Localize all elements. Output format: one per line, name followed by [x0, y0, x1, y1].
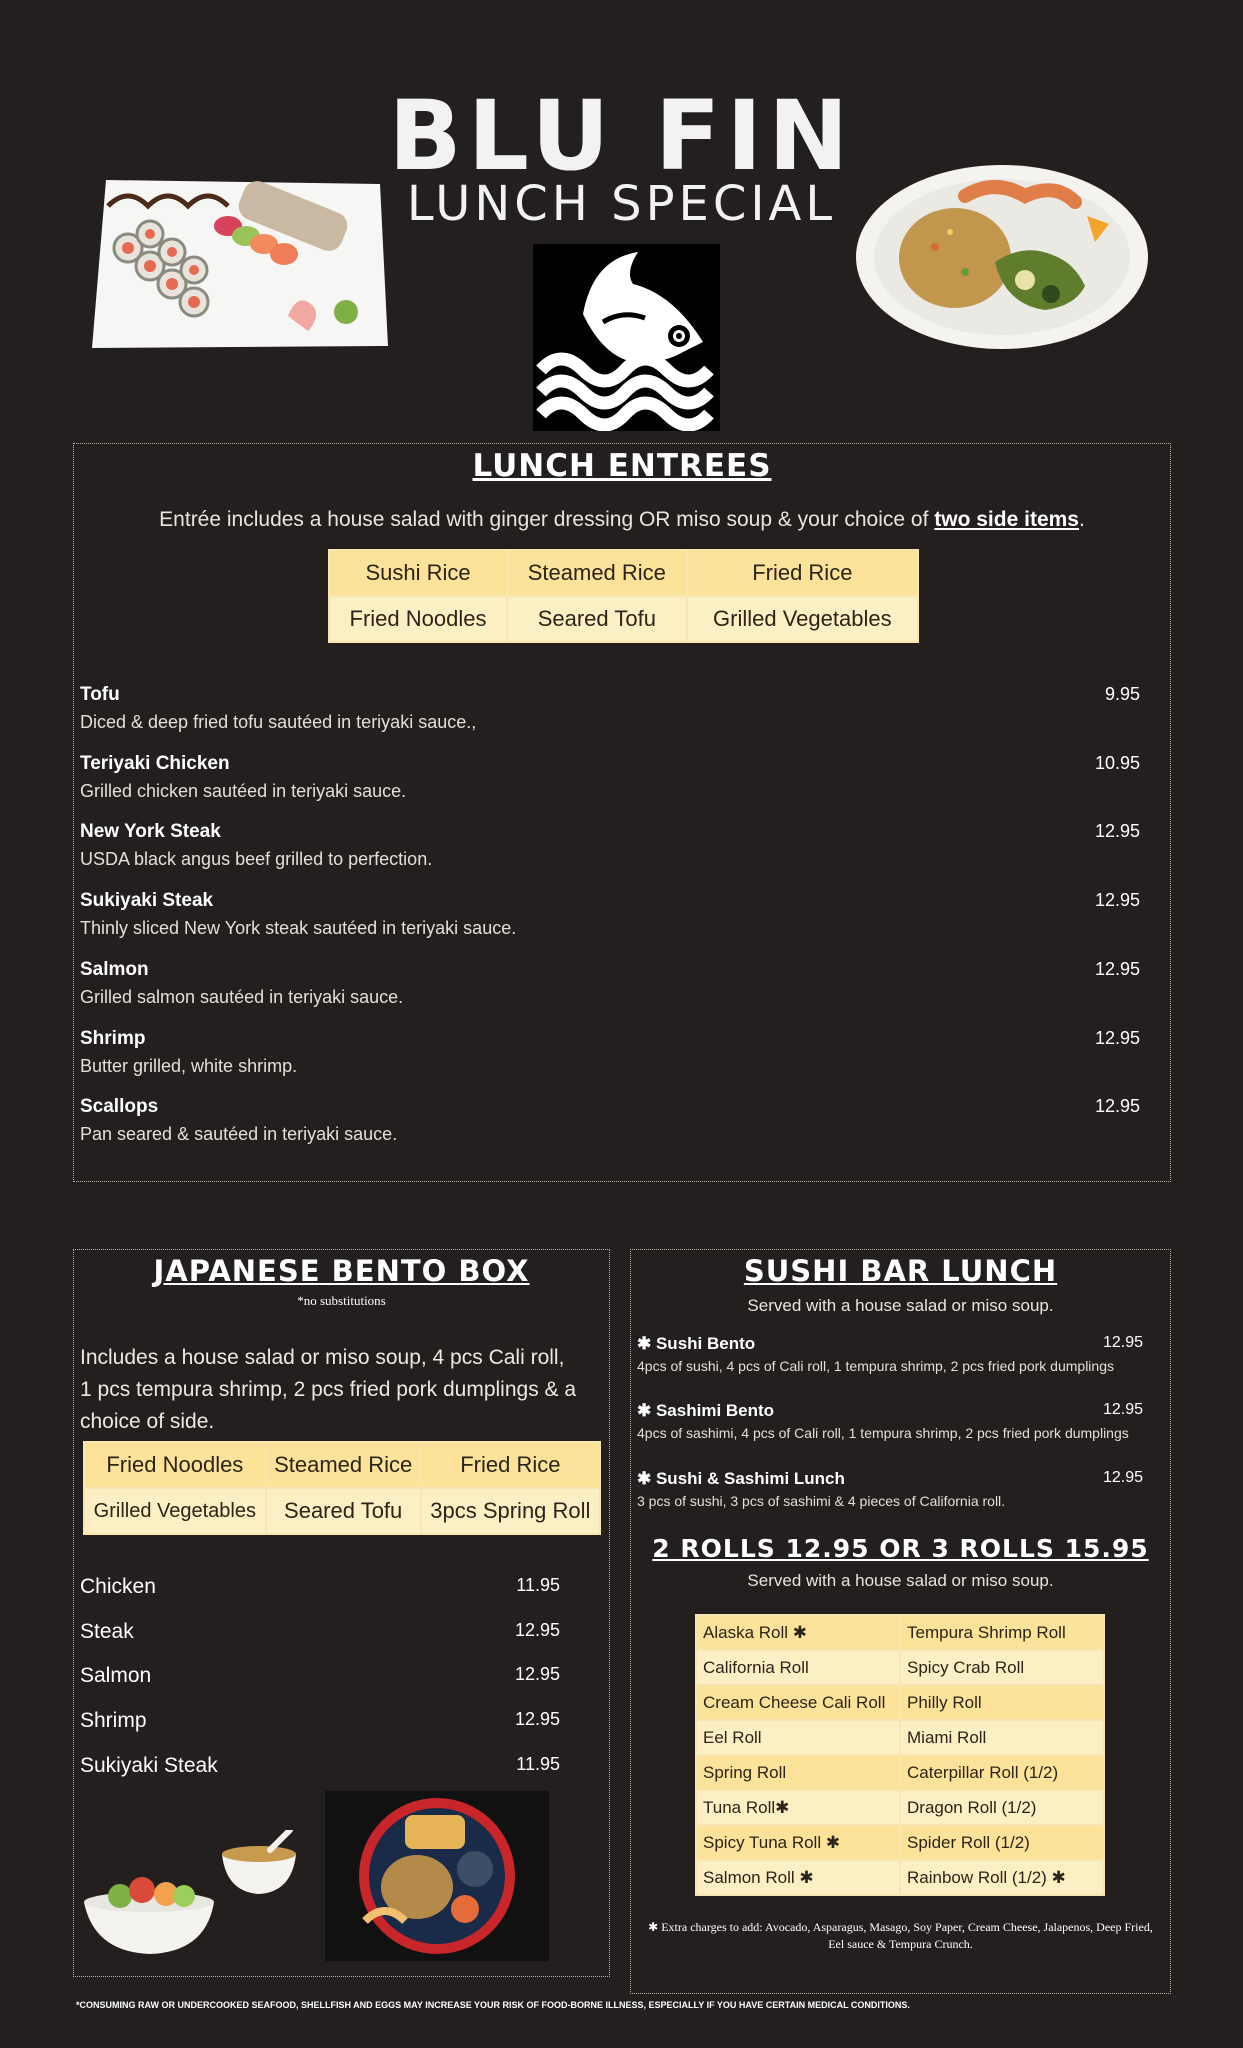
item-name: Chicken — [80, 1575, 156, 1598]
table-row — [84, 1488, 600, 1534]
roll-option: Tempura Shrimp Roll — [900, 1615, 1104, 1650]
table-row — [329, 596, 918, 642]
item-name: Shrimp — [80, 1709, 147, 1732]
sushi-bar-panel — [630, 1249, 1171, 1994]
roll-option: Caterpillar Roll (1/2) — [900, 1755, 1104, 1790]
item-name: Shrimp — [80, 1028, 146, 1049]
entree-item-sukiyaki-steak — [80, 890, 1140, 939]
item-price: 12.95 — [1102, 1334, 1143, 1351]
side-option: 3pcs Spring Roll — [421, 1488, 600, 1534]
entree-item-tofu — [80, 684, 1140, 733]
sushi-bar-subheading: Served with a house salad or miso soup. — [747, 1296, 1054, 1315]
item-price: 12.95 — [1102, 1401, 1143, 1418]
item-name: ✱ Sushi Bento — [637, 1334, 756, 1353]
table-row — [696, 1860, 1104, 1895]
bento-item-steak — [80, 1620, 560, 1644]
item-price: 12.95 — [1094, 959, 1140, 979]
item-price: 9.95 — [1104, 684, 1140, 704]
item-name: Salmon — [80, 1664, 152, 1687]
item-price: 12.95 — [1094, 821, 1140, 841]
entree-item-new-york-steak — [80, 821, 1140, 870]
item-name: Tofu — [80, 684, 120, 705]
item-description: Grilled salmon sautéed in teriyaki sauce. — [80, 987, 404, 1007]
bento-note: *no substitutions — [297, 1293, 386, 1308]
table-row — [696, 1650, 1104, 1685]
roll-option: Salmon Roll ✱ — [696, 1860, 900, 1895]
table-row — [696, 1825, 1104, 1860]
intro-end: . — [1078, 508, 1085, 531]
side-option: Fried Rice — [687, 550, 918, 596]
item-description: Pan seared & sautéed in teriyaki sauce. — [80, 1124, 398, 1144]
side-option: Steamed Rice — [507, 550, 687, 596]
item-description: Butter grilled, white shrimp. — [80, 1056, 298, 1076]
item-description: USDA black angus beef grilled to perfection. — [80, 849, 433, 869]
extra-charges-note: ✱ Extra charges to add: Avocado, Asparagus, Masago, Soy Paper, Cream Cheese, Jalapenos, Deep Fried, Eel sauce & Tempura Crunch. — [648, 1920, 1153, 1951]
table-row — [696, 1685, 1104, 1720]
bento-item-salmon — [80, 1664, 560, 1688]
item-price: 12.95 — [514, 1620, 560, 1640]
intro-emphasis: two side items — [934, 508, 1079, 531]
roll-option: Eel Roll — [696, 1720, 900, 1755]
entree-item-scallops — [80, 1096, 1140, 1145]
roll-option: Cream Cheese Cali Roll — [696, 1685, 900, 1720]
table-row — [696, 1615, 1104, 1650]
table-row — [696, 1755, 1104, 1790]
item-description: Thinly sliced New York steak sautéed in teriyaki sauce. — [80, 918, 517, 938]
roll-option: Miami Roll — [900, 1720, 1104, 1755]
table-row — [329, 550, 918, 596]
side-option: Seared Tofu — [507, 596, 687, 642]
item-description: Diced & deep fried tofu sautéed in teriyaki sauce., — [80, 712, 477, 732]
item-description: 3 pcs of sushi, 3 pcs of sashimi & 4 pieces of California roll. — [637, 1493, 1006, 1509]
fish-waves-icon — [533, 244, 720, 431]
entree-sides-table — [328, 549, 919, 643]
bento-box-panel — [73, 1249, 610, 1977]
item-description: 4pcs of sashimi, 4 pcs of Cali roll, 1 tempura shrimp, 2 pcs fried pork dumplings — [637, 1425, 1129, 1441]
roll-option: Spring Roll — [696, 1755, 900, 1790]
bento-sides-table — [83, 1441, 601, 1535]
item-price: 11.95 — [516, 1754, 560, 1774]
salad-soup-image — [80, 1830, 305, 1960]
side-option: Sushi Rice — [329, 550, 507, 596]
bento-plate-image — [325, 1791, 549, 1961]
side-option: Fried Noodles — [329, 596, 507, 642]
roll-option: Dragon Roll (1/2) — [900, 1790, 1104, 1825]
item-name: Scallops — [80, 1096, 159, 1117]
roll-option: Tuna Roll✱ — [696, 1790, 900, 1825]
table-row — [696, 1720, 1104, 1755]
sushi-item-sushi-sashimi-lunch — [637, 1469, 1143, 1509]
entree-item-shrimp — [80, 1028, 1140, 1077]
lunch-entrees-heading: LUNCH ENTREES — [472, 448, 772, 484]
sushi-item-sashimi-bento — [637, 1401, 1143, 1441]
roll-option: Rainbow Roll (1/2) ✱ — [900, 1860, 1104, 1895]
item-price: 10.95 — [1094, 753, 1140, 773]
sushi-bar-heading: SUSHI BAR LUNCH — [743, 1254, 1058, 1288]
item-name: Salmon — [80, 959, 149, 980]
bento-intro: Includes a house salad or miso soup, 4 pcs Cali roll, 1 pcs tempura shrimp, 2 pcs fried pork dumplings & a choice of side. — [80, 1346, 577, 1433]
item-name: ✱ Sashimi Bento — [637, 1401, 775, 1420]
item-price: 12.95 — [514, 1709, 560, 1729]
item-price: 12.95 — [1094, 890, 1140, 910]
item-price: 11.95 — [516, 1575, 560, 1595]
side-option: Fried Noodles — [84, 1442, 266, 1488]
item-name: New York Steak — [80, 821, 221, 842]
side-option: Steamed Rice — [266, 1442, 421, 1488]
lunch-entrees-panel — [73, 443, 1171, 1182]
table-row — [696, 1790, 1104, 1825]
side-option: Grilled Vegetables — [84, 1488, 266, 1534]
sushi-platter-image — [88, 176, 390, 352]
bento-item-shrimp — [80, 1709, 560, 1733]
item-price: 12.95 — [1102, 1469, 1143, 1486]
rolls-subheading: Served with a house salad or miso soup. — [747, 1571, 1054, 1590]
roll-option: Alaska Roll ✱ — [696, 1615, 900, 1650]
table-row — [84, 1442, 600, 1488]
item-price: 12.95 — [1094, 1028, 1140, 1048]
item-name: Teriyaki Chicken — [80, 753, 230, 774]
fish-logo — [533, 244, 720, 431]
roll-option: California Roll — [696, 1650, 900, 1685]
item-price: 12.95 — [514, 1664, 560, 1684]
side-option: Fried Rice — [421, 1442, 600, 1488]
item-price: 12.95 — [1094, 1096, 1140, 1116]
roll-option: Philly Roll — [900, 1685, 1104, 1720]
restaurant-title: BLU FIN — [388, 80, 855, 192]
entree-item-salmon — [80, 959, 1140, 1008]
item-description: 4pcs of sushi, 4 pcs of Cali roll, 1 tempura shrimp, 2 pcs fried pork dumplings — [637, 1358, 1114, 1374]
item-name: Sukiyaki Steak — [80, 890, 214, 911]
roll-option: Spicy Crab Roll — [900, 1650, 1104, 1685]
lunch-entrees-intro — [74, 508, 1170, 532]
side-option: Seared Tofu — [266, 1488, 421, 1534]
sushi-item-sushi-bento — [637, 1334, 1143, 1374]
rolls-heading: 2 ROLLS 12.95 OR 3 ROLLS 15.95 — [652, 1534, 1149, 1563]
bento-item-chicken — [80, 1575, 560, 1599]
side-option: Grilled Vegetables — [687, 596, 918, 642]
entree-item-teriyaki-chicken — [80, 753, 1140, 802]
roll-option: Spider Roll (1/2) — [900, 1825, 1104, 1860]
shrimp-rice-plate-image — [855, 162, 1149, 352]
item-description: Grilled chicken sautéed in teriyaki sauce. — [80, 781, 407, 801]
bento-heading: JAPANESE BENTO BOX — [153, 1254, 530, 1288]
bento-item-sukiyaki-steak — [80, 1754, 560, 1778]
intro-text: Entrée includes a house salad with ginger dressing OR miso soup & your choice of — [159, 508, 929, 531]
rolls-table — [695, 1614, 1105, 1896]
item-name: Steak — [80, 1620, 134, 1643]
item-name: ✱ Sushi & Sashimi Lunch — [637, 1469, 845, 1488]
page-subtitle: LUNCH SPECIAL — [406, 176, 837, 232]
food-safety-disclaimer: *CONSUMING RAW OR UNDERCOOKED SEAFOOD, SHELLFISH AND EGGS MAY INCREASE YOUR RISK OF FOOD-BORNE ILLNESS, ESPECIALLY IF YOU HAVE CERTAIN MEDICAL CONDITIONS. — [76, 2000, 910, 2010]
roll-option: Spicy Tuna Roll ✱ — [696, 1825, 900, 1860]
item-name: Sukiyaki Steak — [80, 1754, 218, 1777]
